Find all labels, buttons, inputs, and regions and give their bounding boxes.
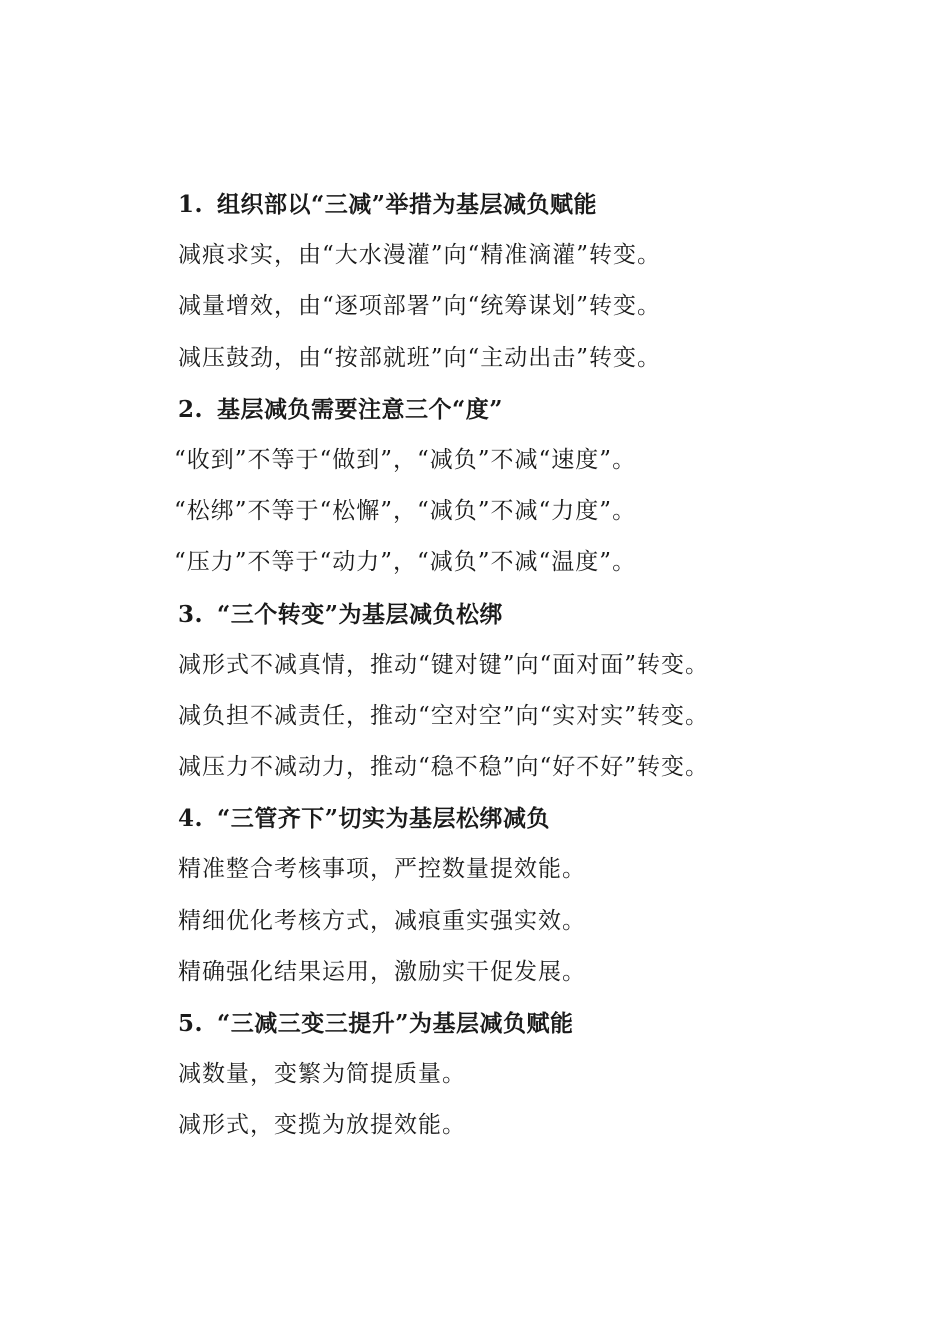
section-1-item-2: 减量增效，由“逐项部署”向“统筹谋划”转变。: [178, 293, 662, 320]
document-body: [174, 179, 818, 1152]
section-5-heading: [178, 998, 818, 1049]
section-2-heading: [178, 384, 818, 435]
section-title: “三减三变三提升”为基层减负赋能: [217, 1010, 574, 1037]
section-number: 3.: [178, 600, 204, 628]
section-5-item-1: 减数量，变繁为简提质量。: [178, 1061, 466, 1088]
section-4-heading: [178, 793, 818, 844]
section-title: “三管齐下”切实为基层松绑减负: [217, 805, 550, 833]
section-number: 2.: [178, 395, 204, 423]
section-number: 5.: [178, 1010, 204, 1037]
section-number: 1.: [178, 191, 204, 218]
section-2-item-3: “压力”不等于“动力”，“减负”不减“温度”。: [174, 549, 637, 576]
section-4-item-1: 精准整合考核事项，严控数量提效能。: [178, 856, 586, 883]
section-1-heading: [178, 179, 818, 230]
section-2-item-1: “收到”不等于“做到”，“减负”不减“速度”。: [174, 446, 637, 473]
section-4-item-3: 精确强化结果运用，激励实干促发展。: [178, 958, 586, 985]
section-3-item-3: 减压力不减动力，推动“稳不稳”向“好不好”转变。: [178, 754, 710, 781]
section-2-item-2: “松绑”不等于“松懈”，“减负”不减“力度”。: [174, 498, 637, 525]
section-title: 组织部以“三减”举措为基层减负赋能: [217, 191, 597, 218]
section-title: 基层减负需要注意三个“度”: [217, 395, 503, 423]
section-5-item-2: 减形式，变揽为放提效能。: [178, 1112, 466, 1139]
section-3-heading: [178, 589, 818, 640]
section-number: 4.: [178, 805, 204, 833]
section-title: “三个转变”为基层减负松绑: [217, 600, 503, 628]
section-4-item-2: 精细优化考核方式，减痕重实强实效。: [178, 907, 586, 934]
section-1-item-3: 减压鼓劲，由“按部就班”向“主动出击”转变。: [178, 344, 662, 371]
section-1-item-1: 减痕求实，由“大水漫灌”向“精准滴灌”转变。: [178, 242, 662, 269]
section-3-item-1: 减形式不减真情，推动“键对键”向“面对面”转变。: [178, 651, 710, 678]
section-3-item-2: 减负担不减责任，推动“空对空”向“实对实”转变。: [178, 702, 710, 729]
